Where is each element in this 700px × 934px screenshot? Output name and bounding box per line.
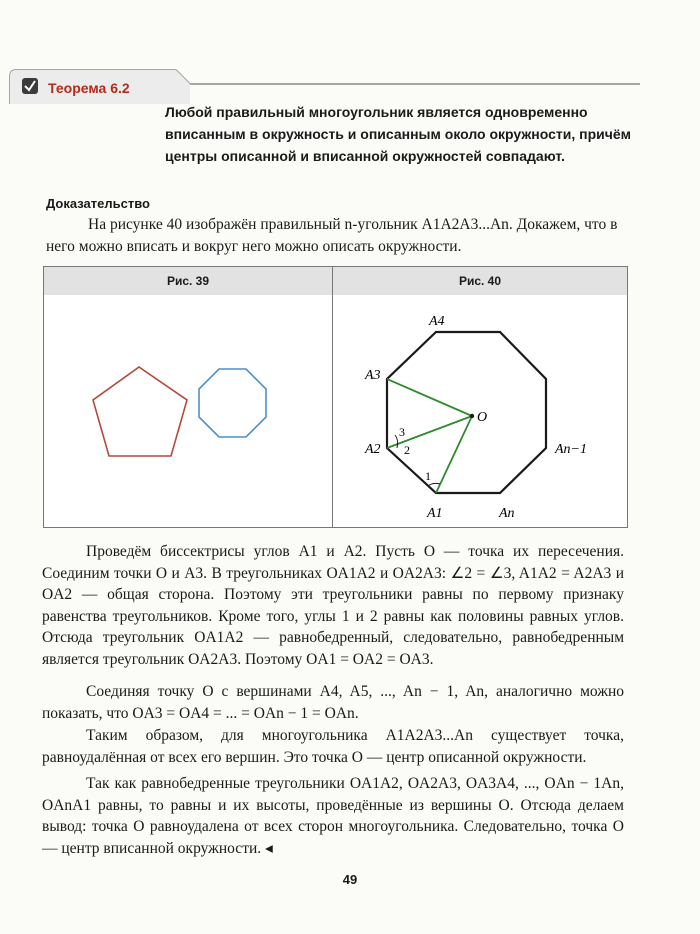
page-number: 49	[342, 872, 358, 887]
angle-arc-a1	[428, 483, 440, 486]
angle-label-1: 1	[425, 469, 431, 483]
fig39-title: Рис. 39	[44, 267, 332, 295]
paragraph-4: Так как равнобедренные треугольники OA1A2, OA2A3, OA3A4, ..., OAn − 1An, OAnA1 равны, то равны и их высоты, проведённые из вершины O. Отсюда делаем вывод: точка O равноудалена от всех сторон многоугольника. Следовательно, точка O — центр вписанной окружности. ◂	[42, 775, 624, 857]
angle-label-2: 2	[404, 443, 410, 457]
paragraph-1: Проведём биссектрисы углов A1 и A2. Пусть O — точка их пересечения. Соединим точки O и A3. В треугольниках OA1A2 и OA2A3: ∠2 = ∠3, A1A2 = A2A3 и OA2 — общая сторона. Поэтому эти треугольники равны по первому признаку равенства треугольников. Кроме того, углы 1 и 2 равны как половины равных углов. Отсюда треугольник OA1A2 — равнобедренный, следовательно, равнобедренным является треугольник OA2A3. Поэтому OA1 = OA2 = OA3.	[42, 543, 624, 668]
proof-heading: Доказательство	[46, 196, 150, 211]
point-o	[470, 414, 474, 418]
fig40-title: Рис. 40	[333, 267, 627, 295]
paragraph-3: Таким образом, для многоугольника A1A2A3...An существует точка, равноудалённая от всех его вершин. Это точка O — центр описанной окружности.	[42, 727, 624, 766]
label-a1: A1	[427, 506, 443, 521]
label-a3: A3	[365, 368, 381, 383]
octagon-shape	[199, 369, 266, 437]
intro-paragraph: На рисунке 40 изображён правильный n-угольник A1A2A3...An. Докажем, что в него можно вписать и вокруг него можно описать окружности.	[46, 216, 618, 255]
segment-o-a3	[387, 379, 472, 416]
label-a2: A2	[365, 442, 381, 457]
paragraph-2: Соединяя точку O с вершинами A4, A5, ..., An − 1, An, аналогично можно показать, что OA3 = OA4 = ... = OAn − 1 = OAn.	[42, 683, 624, 722]
pentagon-shape	[93, 367, 187, 456]
regular-polygon	[387, 332, 546, 493]
theorem-label: Теорема 6.2	[48, 80, 130, 96]
figures-box	[43, 266, 628, 528]
fig39-drawing	[44, 295, 332, 525]
checkbox-icon	[22, 78, 38, 94]
angle-label-3: 3	[399, 425, 405, 439]
theorem-statement: Любой правильный многоугольник является одновременно вписанным в окружность и описанным около окружности, причём центры описанной и вписанной окружностей совпадают.	[165, 104, 632, 164]
label-a4: A4	[429, 314, 445, 329]
label-an-1: An−1	[555, 442, 587, 457]
label-an: An	[499, 506, 515, 521]
angle-arc-a2	[395, 435, 398, 448]
label-o: O	[477, 410, 488, 425]
fig40-drawing	[333, 295, 627, 525]
